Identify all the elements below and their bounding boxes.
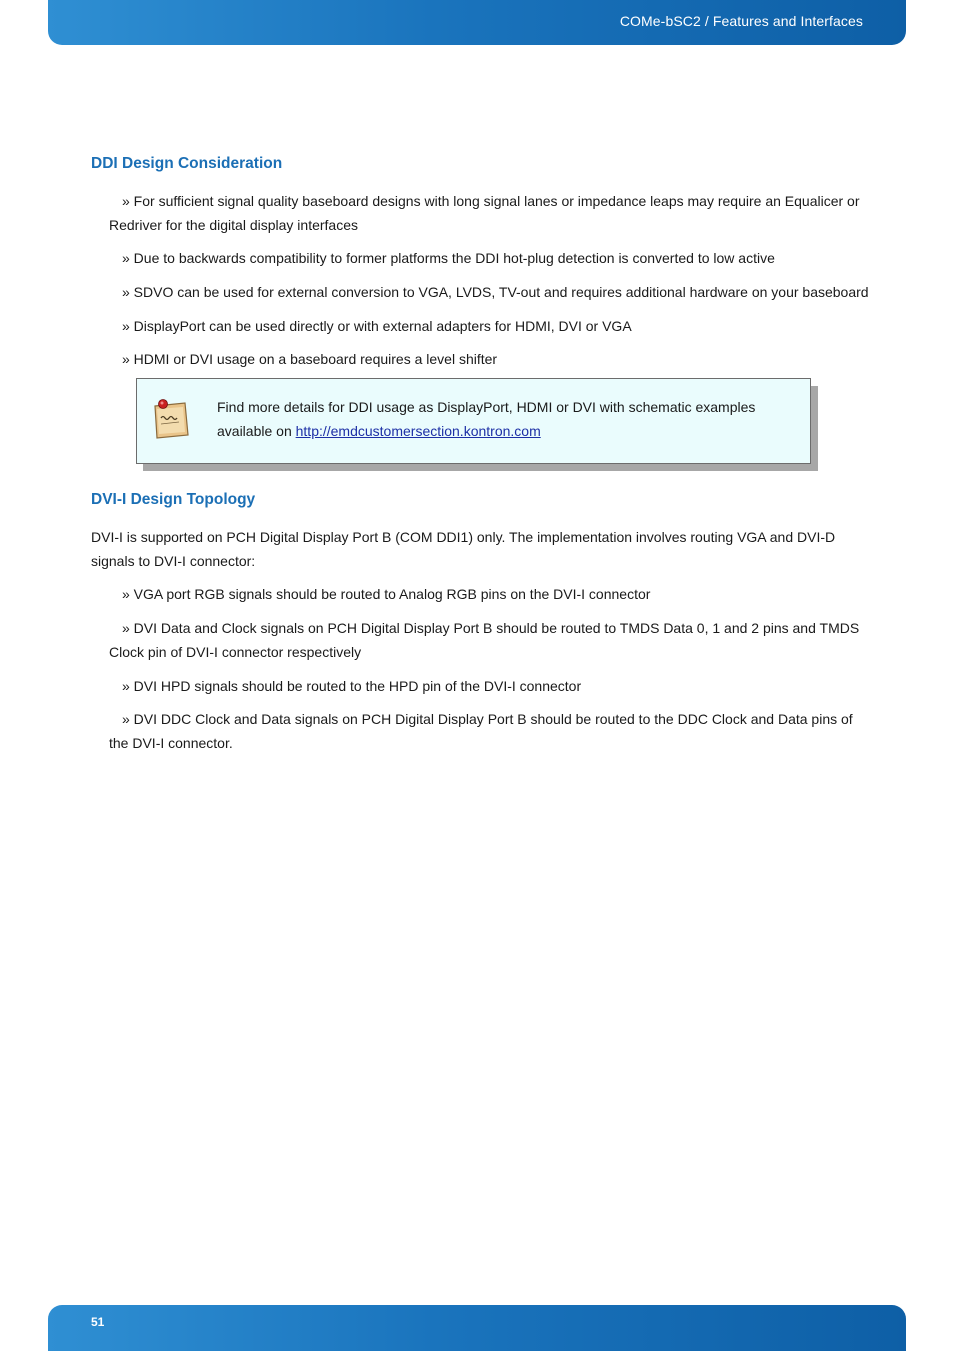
- page-footer: [48, 1305, 906, 1351]
- ddi-bullet-hotplug: » Due to backwards compatibility to former platforms the DDI hot-plug detection is converted to low active: [122, 250, 775, 266]
- ddi-bullet-sdvo: » SDVO can be used for external conversion to VGA, LVDS, TV-out and requires additional hardware on your baseboard: [122, 284, 869, 300]
- dvi-bullet-ddc: » DVI DDC Clock and Data signals on PCH Digital Display Port B should be routed to the DDC Clock and Data pins of the DVI-I connector.: [109, 711, 853, 751]
- ddi-bullet-level-shifter: » HDMI or DVI usage on a baseboard requires a level shifter: [122, 351, 498, 367]
- dvi-section-heading: DVI-I Design Topology: [91, 491, 256, 508]
- dvi-intro-paragraph: DVI-I is supported on PCH Digital Display Port B (COM DDI1) only. The implementation involves routing VGA and DVI-D signals to DVI-I connector:: [91, 529, 836, 569]
- page-header: [48, 0, 906, 45]
- ddi-bullet-equalizer: » For sufficient signal quality baseboard designs with long signal lanes or impedance leaps may require an Equalicer or Redriver for the digital display interfaces: [109, 193, 860, 233]
- page-number: 51: [91, 1315, 105, 1329]
- note-text: [217, 395, 797, 443]
- note-box: [136, 378, 811, 464]
- dvi-bullet-vga: » VGA port RGB signals should be routed to Analog RGB pins on the DVI-I connector: [122, 586, 651, 602]
- customer-section-link[interactable]: http://emdcustomersection.kontron.com: [295, 423, 541, 439]
- note-text-body: Find more details for DDI usage as DisplayPort, HDMI or DVI with schematic examples available on: [217, 399, 756, 439]
- dvi-bullet-tmds: » DVI Data and Clock signals on PCH Digital Display Port B should be routed to TMDS Data 0, 1 and 2 pins and TMDS Clock pin of DVI-I connector respectively: [109, 620, 860, 660]
- ddi-bullet-displayport: » DisplayPort can be used directly or with external adapters for HDMI, DVI or VGA: [122, 318, 632, 334]
- dvi-bullet-hpd: » DVI HPD signals should be routed to the HPD pin of the DVI-I connector: [122, 678, 582, 694]
- ddi-section-heading: DDI Design Consideration: [91, 155, 283, 172]
- header-title: COMe-bSC2 / Features and Interfaces: [619, 13, 863, 29]
- note-icon: [151, 397, 191, 441]
